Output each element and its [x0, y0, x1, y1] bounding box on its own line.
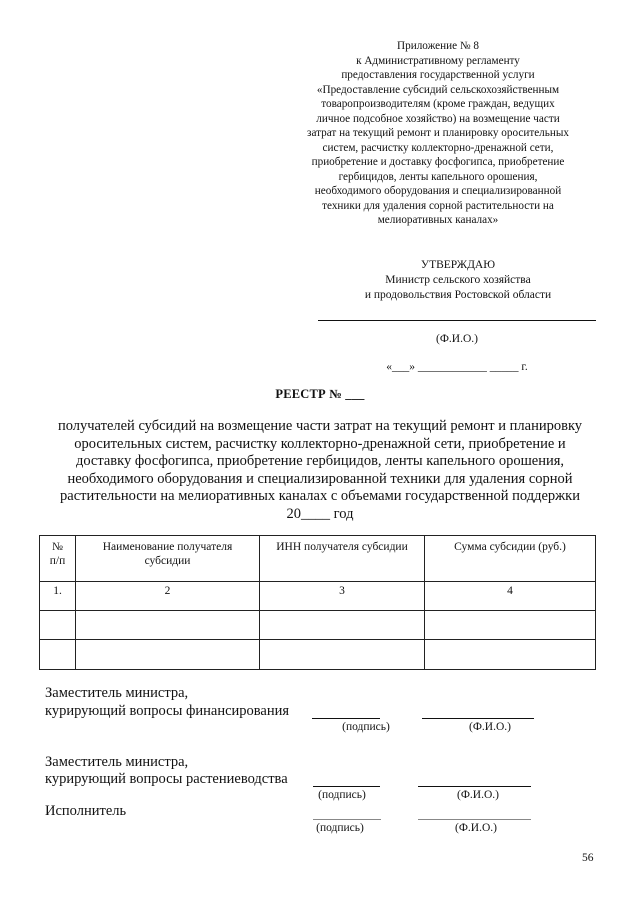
table-cell[interactable] — [425, 611, 596, 640]
appendix-line: мелиоративных каналах» — [377, 214, 499, 226]
approval-heading: УТВЕРЖДАЮ — [420, 259, 496, 271]
header-number-line2: п/п — [49, 555, 66, 567]
approval-position-line1: Министр сельского хозяйства — [385, 274, 531, 286]
table-cell[interactable] — [260, 611, 425, 640]
page-number: 56 — [582, 852, 594, 864]
header-number-line1: № — [52, 541, 63, 553]
approval-position-line2: и продовольствия Ростовской области — [364, 289, 552, 301]
executor-label: Исполнитель — [45, 803, 127, 819]
header-recipient-name-line1: Наименование получателя — [102, 541, 233, 553]
approval-date: «___» ____________ _____ г. — [386, 361, 528, 373]
finance-deputy-title: Заместитель министра, — [45, 685, 189, 701]
crops-fio-line — [418, 786, 531, 787]
crops-deputy-scope: курирующий вопросы растениеводства — [45, 771, 288, 787]
finance-fio-caption: (Ф.И.О.) — [469, 721, 511, 733]
registry-description-line: получателей субсидий на возмещение части затрат на текущий ремонт и планировку — [57, 418, 583, 434]
header-recipient-name — [76, 536, 260, 582]
table-row — [40, 640, 596, 670]
registry-title: РЕЕСТР № ___ — [275, 387, 365, 401]
registry-description — [40, 418, 600, 524]
executor-signature-caption: (подпись) — [316, 822, 364, 834]
header-inn: ИНН получателя субсидии — [260, 536, 425, 582]
appendix-line: личное подсобное хозяйство) на возмещение части — [316, 112, 560, 125]
approval-signature-line — [318, 320, 596, 321]
finance-signature-line — [312, 718, 380, 719]
registry-description-line: доставку фосфогипса, приобретение гербицидов, ленты капельного орошения, — [75, 453, 565, 470]
registry-table — [39, 535, 596, 670]
crops-fio-caption: (Ф.И.О.) — [457, 789, 499, 801]
executor-fio-caption: (Ф.И.О.) — [455, 822, 497, 834]
header-recipient-name-line2: субсидии — [144, 555, 191, 567]
table-row — [40, 582, 596, 611]
registry-description-line: необходимого оборудования и специализированной техники для удаления сорной — [67, 470, 573, 487]
registry-description-line: 20____ год — [286, 505, 354, 522]
table-row — [40, 611, 596, 640]
approval-fio-caption: (Ф.И.О.) — [436, 333, 478, 345]
finance-signature-caption: (подпись) — [342, 721, 390, 733]
crops-deputy-title: Заместитель министра, — [45, 754, 189, 770]
appendix-line: товаропроизводителям (кроме граждан, ведущих — [321, 98, 555, 110]
registry-description-line: оросительных систем, расчистку коллекторно-дренажной сети, приобретение и — [74, 435, 566, 452]
header-subsidy-amount: Сумма субсидии (руб.) — [425, 536, 596, 582]
appendix-line: к Административному регламенту — [356, 54, 520, 67]
appendix-line: приобретение и доставку фосфогипса, приобретение — [311, 156, 565, 168]
appendix-line: гербицидов, ленты капельного орошения, — [338, 170, 538, 183]
table-cell: 3 — [260, 582, 425, 611]
crops-signature-caption: (подпись) — [318, 789, 366, 801]
table-cell: 4 — [425, 582, 596, 611]
crops-signature-line — [313, 786, 380, 787]
table-cell[interactable] — [40, 640, 76, 670]
finance-deputy-scope: курирующий вопросы финансирования — [45, 703, 290, 719]
executor-signature-line — [313, 819, 381, 820]
table-cell[interactable] — [76, 611, 260, 640]
table-cell: 1. — [40, 582, 76, 611]
finance-fio-line — [422, 718, 534, 719]
appendix-line: Приложение № 8 — [397, 40, 479, 52]
executor-fio-line — [418, 819, 531, 820]
appendix-block — [288, 39, 588, 228]
registry-description-line: растительности на мелиоративных каналах с объемами государственной поддержки — [60, 488, 580, 505]
appendix-line: необходимого оборудования и специализированной — [314, 185, 562, 197]
table-header-row — [40, 536, 596, 582]
appendix-line: техники для удаления сорной растительности на — [322, 199, 554, 212]
header-number — [40, 536, 76, 582]
appendix-line: «Предоставление субсидий сельскохозяйственным — [316, 83, 560, 96]
appendix-line: систем, расчистку коллекторно-дренажной сети, — [322, 141, 554, 154]
appendix-line: предоставления государственной услуги — [341, 69, 535, 81]
approval-block — [318, 258, 598, 303]
table-cell[interactable] — [76, 640, 260, 670]
table-cell: 2 — [76, 582, 260, 611]
table-cell[interactable] — [40, 611, 76, 640]
table-cell[interactable] — [425, 640, 596, 670]
appendix-line: затрат на текущий ремонт и планировку оросительных — [307, 127, 569, 139]
table-cell[interactable] — [260, 640, 425, 670]
